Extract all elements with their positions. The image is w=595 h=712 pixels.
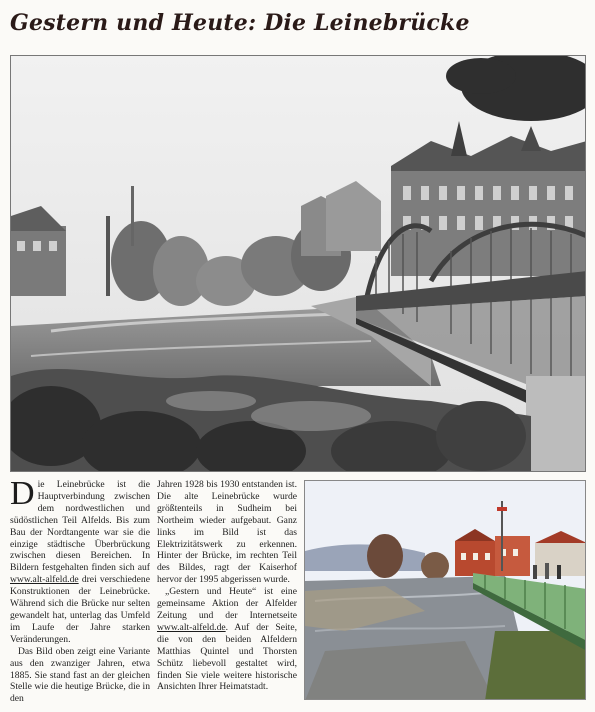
article-paragraph: Jahren 1928 bis 1930 entstanden ist. Die alte Leinebrücke wurde größtenteils in Sudheim bei Northeim wieder aufgebaut. Ganz links im Bild ist das Elektrizitätswerk zu erkennen. Hinter der Brücke, im rechten Teil des Bildes, ragt der Kaiserhof hervor der 1995 abgerissen wurde. [157, 479, 297, 586]
drop-cap: D [10, 475, 35, 512]
historic-bridge-photo [10, 55, 586, 472]
website-link[interactable]: www.alt-alfeld.de [10, 574, 79, 586]
article-column-middle [157, 479, 297, 693]
article-paragraph [157, 586, 297, 693]
article-column-left [10, 475, 150, 705]
article-text: „Gestern und Heute“ ist eine gemeinsame Aktion der Alfelder Zeitung und der Internetseite [157, 586, 297, 621]
website-link[interactable]: www.alt-alfeld.de [157, 621, 226, 633]
modern-bridge-photo [304, 480, 586, 700]
article-text: drei verschiedene Konstruktionen der Leinebrücke. Während sich die Brücke nur selten gewandelt hat, unterlag das Umfeld im Laufe der Jahre starken Veränderungen. [10, 574, 150, 645]
article-text: ie Leinebrücke ist die Hauptverbindung zwischen dem nordwestlichen und südöstlichen Teil Alfelds. Bis zum Bau der Nordtangente war sie die einzige städtische Überbrückung zwischen diesen Bereichen. In Bildern festgehalten finden sich auf [10, 479, 150, 574]
article-text: . Auf der Seite, die von den beiden Alfeldern Matthias Quintel und Thorsten Schütz liebevoll gestaltet wird, finden Sie viele weitere historische Ansichten Ihrer Heimatstadt. [157, 621, 297, 693]
article-paragraph [10, 475, 150, 646]
headline: Gestern und Heute: Die Leinebrücke [10, 10, 470, 36]
article-paragraph: Das Bild oben zeigt eine Variante aus den zwanziger Jahren, etwa 1885. Sie stand fast an der gleichen Stelle wie die heutige Brücke, die in den [10, 645, 150, 705]
